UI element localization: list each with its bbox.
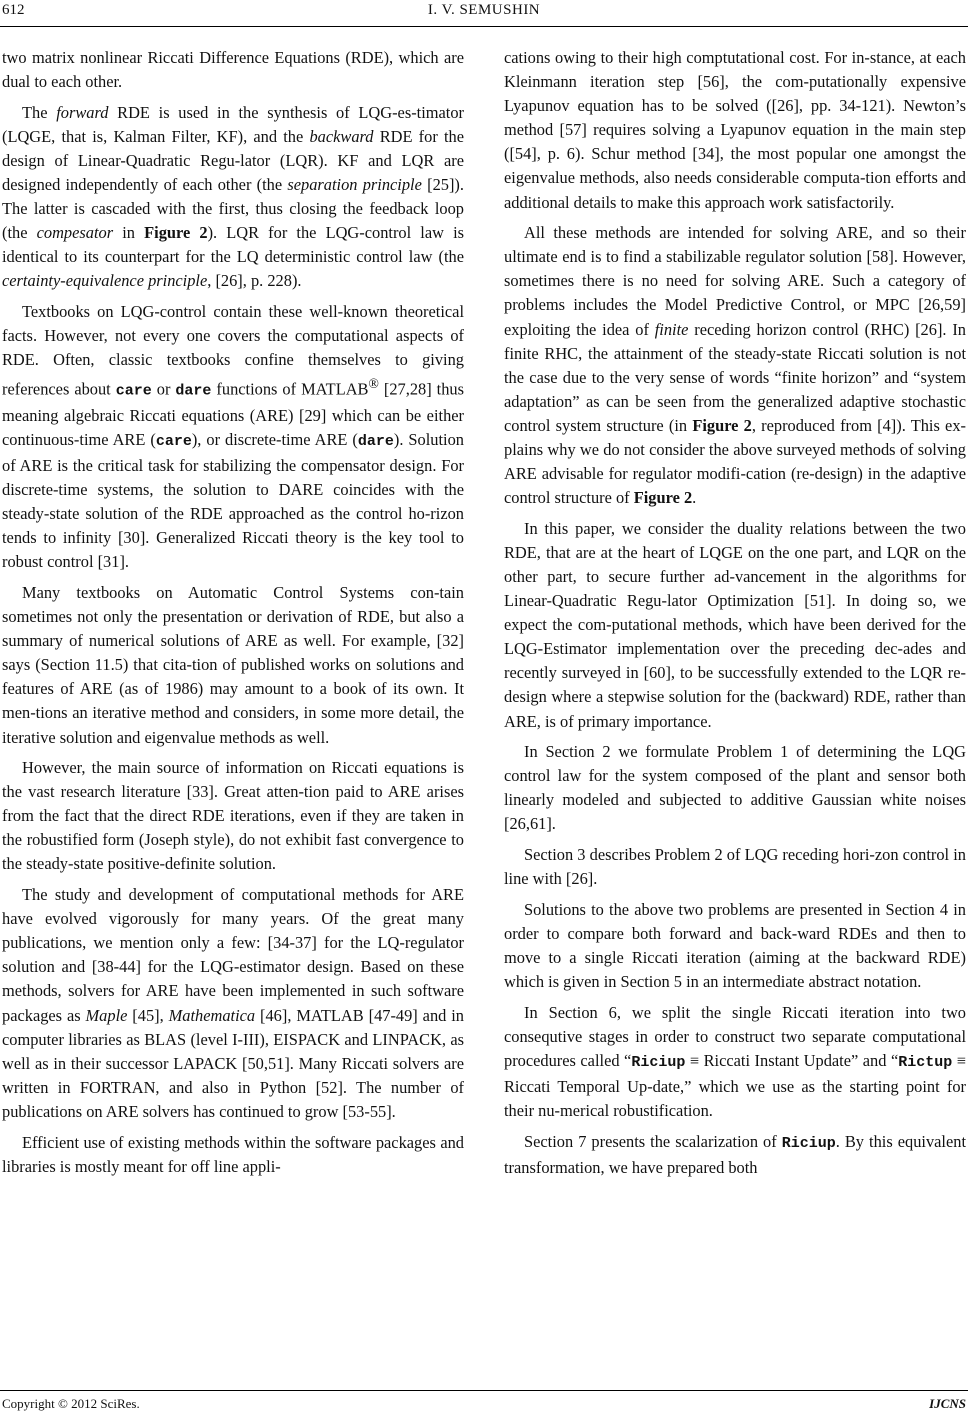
paragraph: [2, 300, 464, 575]
paragraph: [504, 221, 966, 510]
text-run: The: [22, 102, 57, 122]
italic-term: separation principle: [287, 174, 422, 194]
text-run: The study and development of computational methods for ARE have evolved vigorously for many years. Of the great many publications, we mention only a few: [34-37] for the LQ-regulator solution and [38-44] for the LQG-estimator design. Based on these methods, solvers for ARE have been implemented in such software packages as: [2, 885, 464, 1025]
italic-term: finite: [654, 319, 689, 339]
text-run: All these methods are intended for solving ARE, and so their ultimate end is to find a stabilizable regulator solution [58]. However, sometimes there is no need for solving ARE. Such a category of problems includes the Model Predictive Control, or MPC [26,59] exploiting the idea of: [504, 223, 966, 339]
text-run: or: [151, 379, 176, 399]
italic-term: forward: [56, 102, 109, 122]
text-run: [45],: [127, 1005, 169, 1025]
copyright-notice: Copyright © 2012 SciRes.: [2, 1396, 140, 1411]
italic-term: certainty-equivalence principle: [2, 271, 208, 291]
code-term: Riciup: [781, 1134, 836, 1152]
header-rule: [0, 26, 968, 27]
paragraph: cations owing to their high comptutational cost. For in-stance, at each Kleinmann iteration step [56], the com-putationally expensive Lyapunov equation has to be solved ([26], pp. 34-121). Newton’s method [57] requires solving a Lyapunov equation in the main step ([54], p. 6). Schur method [34], the most popular one amongst the eigenvalue methods, also needs considerable computa-tion efforts and additional details to make this approach work satisfactorily.: [504, 48, 966, 212]
italic-term: backward: [309, 126, 374, 146]
registered-mark: ®: [368, 376, 379, 392]
text-run: ). LQR for the LQG-control law is identical to its counterpart for the LQ deterministic control law (the: [2, 223, 464, 267]
text-run: receding horizon control (RHC) [26]. In finite RHC, the attainment of the steady-state Riccati solution is not the case due to the very sense of words “finite horizon” and “system adaptation” as can be seen from the generalized adaptive stochastic control system structure (in: [504, 319, 966, 435]
figure-reference: Figure 2: [692, 415, 752, 435]
text-run: RDE for the design of Linear-Quadratic Regu-lator (LQR). KF and LQR are designed independently of each other (the: [2, 126, 464, 194]
code-term: dare: [357, 432, 394, 450]
text-run: , reproduced from [4]). This ex-plains why we do not consider the above surveyed methods of solving ARE advisable for regulator modifi-cation (re-design) in the adaptive control structure of: [504, 415, 966, 508]
left-column: [2, 46, 464, 1185]
text-run: [25]). The latter is cascaded with the first, thus closing the feedback loop (the: [2, 174, 464, 243]
journal-abbreviation: IJCNS: [929, 1396, 966, 1411]
text-run: functions of MATLAB: [211, 379, 369, 399]
text-run: Section 7 presents the scalarization of: [524, 1131, 782, 1151]
paragraph: Solutions to the above two problems are presented in Section 4 in order to compare both forward and back-ward RDEs and then to move to a single Riccati iteration (aiming at the backward RDE) which is given in Section 5 in an intermediate abstract notation.: [504, 899, 966, 991]
text-run: ≡ Riccati Temporal Up-date,” which we use as the starting point for their nu-merical robustification.: [504, 1050, 967, 1120]
text-run: RDE is used in the synthesis of LQG-es-timator (LQGE, that is, Kalman Filter, KF), and the: [2, 102, 464, 146]
text-run: [27,28] thus meaning algebraic Riccati equations (ARE) [29] which can be either continuous-time ARE (: [2, 379, 464, 449]
italic-term: Maple: [85, 1005, 128, 1025]
code-term: care: [115, 382, 152, 400]
text-run: . By this equivalent transformation, we have prepared both: [504, 1131, 967, 1177]
paragraph: In this paper, we consider the duality relations between the two RDE, that are at the heart of LQGE on the one part, and LQR on the other part, to secure further ad-vancement in the algorithms for Linear-Quadratic Regu-lator Optimization [51]. In doing so, we expect the com-putational methods, which have been derived for the LQG-Estimator implementation over the preceding dec-ades and recently surveyed in [60], to be successfully extended to the LQR re-design where a stepwise solution for the (backward) RDE, rather than ARE, is of primary importance.: [504, 518, 966, 731]
text-run: , [26], p. 228).: [207, 271, 302, 291]
text-run: In Section 6, we split the single Riccati iteration into two consequtive stages in order to construct two separate computational procedures called “: [504, 1002, 966, 1070]
paragraph: [2, 101, 464, 294]
paragraph: [504, 1130, 966, 1180]
paragraph: [504, 1001, 966, 1123]
paragraph: Many textbooks on Automatic Control Systems con-tain sometimes not only the presentation or derivation of RDE, but also a summary of numerical solutions of ARE as well. For example, [32] says (Section 11.5) that cita-tion of published works on solutions and features of ARE (as of 1986) may amount to a book of its own. It men-tions an iterative method and considers, in some more detail, the iterative solution and eigenvalue methods as well.: [2, 582, 464, 747]
paragraph: In Section 2 we formulate Problem 1 of determining the LQG control law for the system composed of the plant and sensor both linearly modeled and subjected to additive Gaussian white noises [26,61].: [504, 742, 966, 834]
text-run: ). Solution of ARE is the critical task for stabilizing the compensator design. For discrete-time systems, the solution to DARE coincides with the steady-state solution of the RDE approached as the control ho-rizon tends to infinity [30]. Generalized Riccati theory is the key tool to robust control [31].: [2, 429, 464, 572]
paragraph: Efficient use of existing methods within the software packages and libraries is mostly meant for off line appli-: [2, 1132, 464, 1176]
footer-rule: [0, 1390, 968, 1391]
code-term: care: [155, 432, 192, 450]
text-run: Textbooks on LQG-control contain these well-known theoretical facts. However, not every one covers the computational aspects of RDE. Often, classic textbooks confine themselves to giving references about: [2, 301, 464, 399]
italic-term: Mathematica: [168, 1005, 256, 1025]
text-run: ), or discrete-time ARE (: [191, 429, 358, 449]
italic-term: compesator: [36, 223, 114, 243]
code-term: Rictup: [898, 1053, 953, 1071]
text-run: in: [113, 223, 145, 243]
paragraph: [2, 883, 464, 1124]
figure-reference: Figure 2: [633, 488, 693, 508]
page-number: 612: [2, 2, 25, 18]
paragraph: Section 3 describes Problem 2 of LQG receding hori-zon control in line with [26].: [504, 845, 966, 889]
code-term: dare: [175, 382, 212, 400]
paragraph: two matrix nonlinear Riccati Difference Equations (RDE), which are dual to each other.: [2, 48, 464, 92]
code-term: Riciup: [631, 1053, 686, 1071]
running-head: I. V. SEMUSHIN: [427, 2, 541, 18]
text-run: [46], MATLAB [47-49] and in computer libraries as BLAS (level I-III), EISPACK and LINPACK, as well as in their successor LAPACK [50,51]. Many Riccati solvers are written in FORTRAN, and also in Python [52]. The number of publications on ARE solvers has continued to grow [53-55].: [2, 1005, 464, 1121]
text-run: .: [692, 488, 697, 508]
right-column: [504, 46, 966, 1186]
figure-reference: Figure 2: [144, 223, 208, 243]
text-run: ≡ Riccati Instant Update” and “: [685, 1050, 899, 1070]
paragraph: However, the main source of information on Riccati equations is the vast research literature [33]. Great atten-tion paid to ARE arises from the fact that the direct RDE iterations, even if they are taken in the robustified form (Joseph style), do not exhibit fast convergence to the steady-state positive-definite solution.: [2, 758, 464, 874]
page-footer: [0, 1396, 968, 1414]
